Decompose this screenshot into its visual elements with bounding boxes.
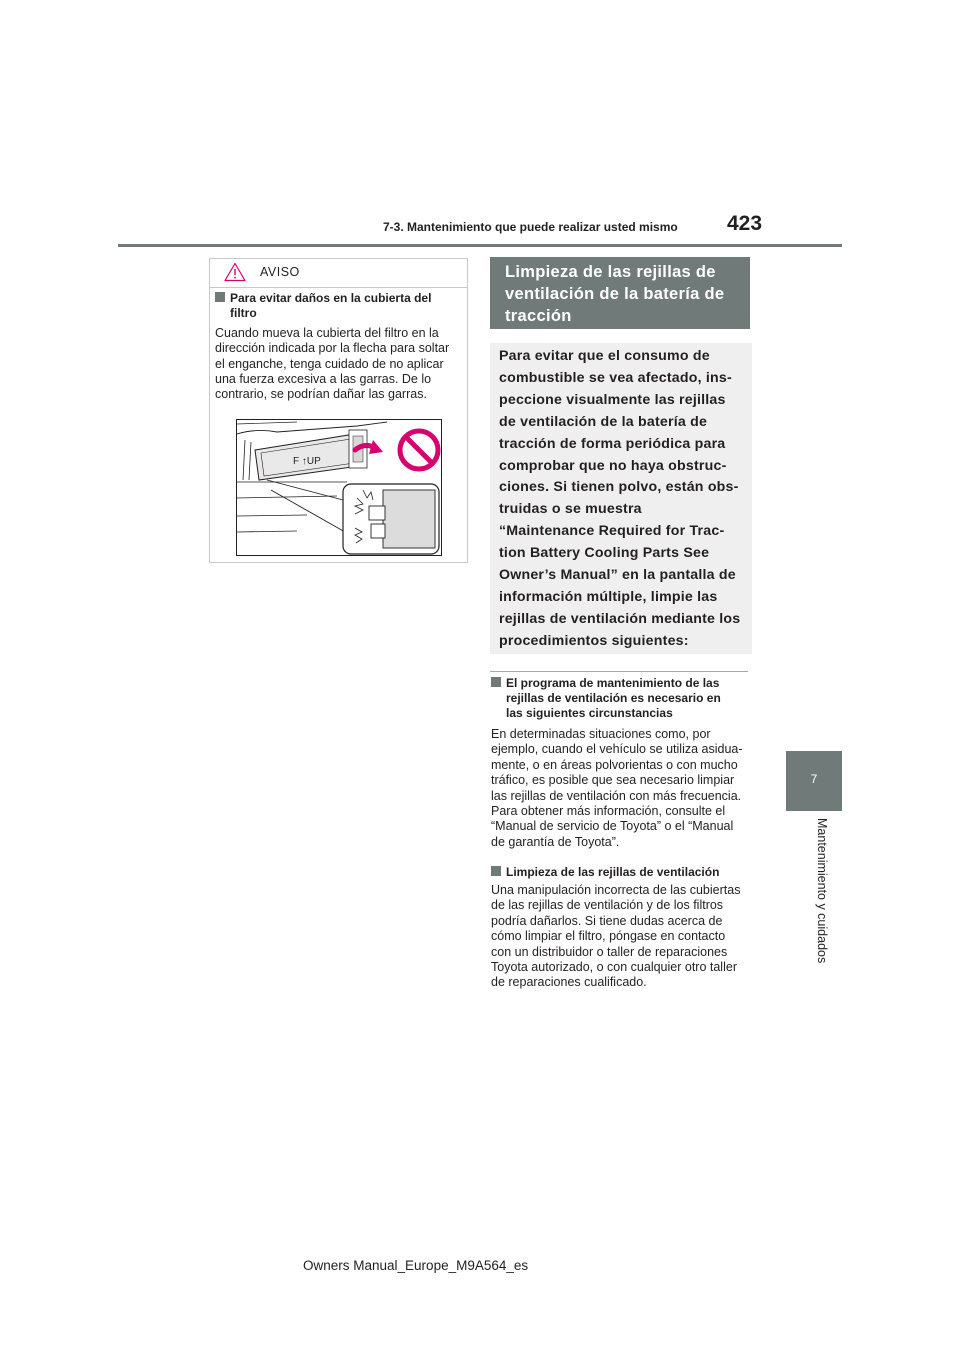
text-line: tracción de forma periódica para <box>499 435 726 452</box>
header-rule <box>118 244 842 247</box>
footer-text: Owners Manual_Europe_M9A564_es <box>303 1258 529 1273</box>
text-line: Toyota autorizado, o con cualquier otro taller <box>491 960 737 975</box>
text-line: dirección indicada por la flecha para soltar <box>215 341 450 356</box>
text-line: de ventilación de la batería de <box>499 413 708 430</box>
section-heading <box>505 261 745 327</box>
text-line: de reparaciones cualificado. <box>491 975 647 990</box>
divider <box>490 671 748 672</box>
section-title: 7-3. Mantenimiento que puede realizar usted mismo <box>383 220 678 234</box>
chapter-name <box>813 818 829 1000</box>
square-bullet-icon <box>491 677 501 687</box>
text-line: ejemplo, cuando el vehículo se utiliza asidua- <box>491 742 743 757</box>
subsection-text <box>491 883 755 991</box>
warning-heading: Para evitar daños en la cubierta del filtro <box>230 291 432 320</box>
heading-line: ventilación de la batería de <box>505 285 725 303</box>
filter-cover-illustration <box>236 419 442 556</box>
prohibition-icon <box>400 431 438 469</box>
text-line: comprobar que no haya obstruc- <box>499 457 727 474</box>
heading-line: El programa de mantenimiento de las <box>506 676 720 690</box>
subsection-heading <box>506 865 746 880</box>
filter-cover-drawing <box>237 420 442 556</box>
text-line: cómo limpiar el filtro, póngase en contacto <box>491 929 726 944</box>
subsection-text <box>491 727 755 850</box>
chapter-name-text: Mantenimiento y cuidados <box>815 818 829 964</box>
text-line: Para obtener más información, consulte el <box>491 804 726 819</box>
text-line: peccione visualmente las rejillas <box>499 391 726 408</box>
text-line: Cuando mueva la cubierta del filtro en la <box>215 326 439 340</box>
text-line: información múltiple, limpie las <box>499 588 718 605</box>
text-line: las rejillas de ventilación con más frecuencia. <box>491 788 742 803</box>
text-line: truidas o se muestra <box>499 501 642 518</box>
intro-text <box>499 346 747 653</box>
text-line: Una manipulación incorrecta de las cubiertas <box>491 883 741 897</box>
text-line: el enganche, tenga cuidado de no aplicar <box>215 356 444 371</box>
text-line: con un distribuidor o taller de reparaciones <box>491 944 728 959</box>
heading-line: tracción <box>505 307 572 325</box>
text-line: tráfico, es posible que sea necesario limpiar <box>491 773 735 788</box>
text-line: podría dañarlos. Si tiene dudas acerca de <box>491 913 723 928</box>
text-line: una fuerza excesiva a las garras. De lo <box>215 371 432 386</box>
heading-line: Limpieza de las rejillas de <box>505 263 716 281</box>
warning-label: AVISO <box>260 265 300 279</box>
text-line: procedimientos siguientes: <box>499 632 689 649</box>
text-line: rejillas de ventilación mediante los <box>499 610 741 627</box>
text-line: combustible se vea afectado, ins- <box>499 369 732 386</box>
square-bullet-icon <box>491 866 501 876</box>
warning-header-rule <box>210 287 467 288</box>
subsection-heading <box>506 676 746 721</box>
text-line: contrario, se podrían dañar las garras. <box>215 387 427 402</box>
text-line: Owner’s Manual” en la pantalla de <box>499 567 736 584</box>
page-number: 423 <box>727 212 763 235</box>
filter-label: F ↑UP <box>293 456 321 467</box>
heading-line: Limpieza de las rejillas de ventilación <box>506 865 720 879</box>
text-line: “Maintenance Required for Trac- <box>499 523 725 540</box>
square-bullet-icon <box>215 292 225 302</box>
text-line: En determinadas situaciones como, por <box>491 727 711 741</box>
text-line: de garantía de Toyota”. <box>491 834 620 849</box>
chapter-number: 7 <box>810 772 818 786</box>
text-line: mente, o en áreas polvorientas o con mucho <box>491 757 738 772</box>
text-line: Para evitar que el consumo de <box>499 348 710 364</box>
heading-line: rejillas de ventilación es necesario en <box>506 691 721 705</box>
text-line: “Manual de servicio de Toyota” o el “Manual <box>491 819 734 834</box>
text-line: de las rejillas de ventilación y de los filtros <box>491 898 724 913</box>
heading-line: las siguientes circunstancias <box>506 706 673 720</box>
warning-text <box>215 326 461 402</box>
text-line: tion Battery Cooling Parts See <box>499 545 710 562</box>
text-line: ciones. Si tienen polvo, están obs- <box>499 479 739 496</box>
warning-triangle-icon <box>224 262 246 282</box>
